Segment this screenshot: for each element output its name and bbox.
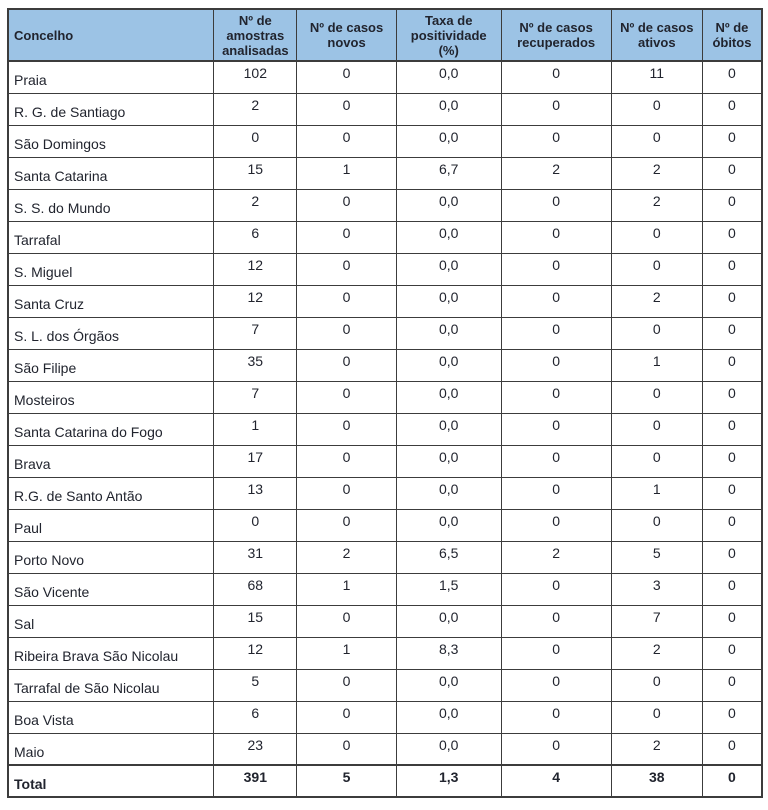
cell-value: 0 (297, 189, 397, 221)
cell-value: 0 (501, 253, 611, 285)
cell-value: 2 (297, 541, 397, 573)
cell-value: 0 (501, 381, 611, 413)
cell-value: 0,0 (396, 733, 501, 765)
cell-value: 2 (501, 157, 611, 189)
cell-value: 0,0 (396, 317, 501, 349)
cell-value: 0 (501, 669, 611, 701)
cell-value: 0 (702, 221, 762, 253)
cell-value: 0,0 (396, 189, 501, 221)
cell-value: 0 (501, 573, 611, 605)
cell-value: 0 (214, 509, 297, 541)
cell-value: 0 (297, 93, 397, 125)
table-row-s-miguel (8, 253, 762, 285)
cell-value: 7 (611, 605, 702, 637)
cell-value: 4 (501, 765, 611, 797)
cell-value: 1 (214, 413, 297, 445)
row-label: Paul (8, 509, 214, 541)
cell-value: 0 (702, 189, 762, 221)
cell-value: 0 (297, 669, 397, 701)
cell-value: 0 (702, 701, 762, 733)
cell-value: 0 (501, 285, 611, 317)
cell-value: 0 (297, 381, 397, 413)
cell-value: 0 (297, 253, 397, 285)
cell-value: 0 (702, 317, 762, 349)
cell-value: 0 (501, 509, 611, 541)
cell-value: 0,0 (396, 413, 501, 445)
cell-value: 0 (501, 61, 611, 93)
total-row (8, 765, 762, 797)
cell-value: 0,0 (396, 349, 501, 381)
cell-value: 31 (214, 541, 297, 573)
cell-value: 2 (611, 157, 702, 189)
row-label: São Filipe (8, 349, 214, 381)
row-label: Santa Cruz (8, 285, 214, 317)
covid-concelho-table (7, 8, 763, 798)
cell-value: 15 (214, 157, 297, 189)
cell-value: 0 (611, 125, 702, 157)
cell-value: 1,3 (396, 765, 501, 797)
table-row-maio (8, 733, 762, 765)
cell-value: 12 (214, 637, 297, 669)
cell-value: 35 (214, 349, 297, 381)
cell-value: 8,3 (396, 637, 501, 669)
table-row-mosteiros (8, 381, 762, 413)
column-header-n-de-obitos: Nº de óbitos (702, 9, 762, 61)
cell-value: 0 (501, 733, 611, 765)
cell-value: 0 (702, 381, 762, 413)
table-row-paul (8, 509, 762, 541)
cell-value: 0,0 (396, 701, 501, 733)
cell-value: 1,5 (396, 573, 501, 605)
cell-value: 0 (501, 637, 611, 669)
cell-value: 1 (297, 573, 397, 605)
cell-value: 0 (297, 509, 397, 541)
cell-value: 0 (702, 573, 762, 605)
cell-value: 17 (214, 445, 297, 477)
cell-value: 0,0 (396, 93, 501, 125)
table-row-tarrafal (8, 221, 762, 253)
table-row-s-s-do-mundo (8, 189, 762, 221)
header-row (8, 9, 762, 61)
cell-value: 0 (611, 381, 702, 413)
cell-value: 0 (501, 701, 611, 733)
cell-value: 0 (702, 669, 762, 701)
row-label: São Vicente (8, 573, 214, 605)
cell-value: 0 (501, 413, 611, 445)
table-row-s-l-dos-orgaos (8, 317, 762, 349)
cell-value: 0 (297, 61, 397, 93)
cell-value: 0 (501, 125, 611, 157)
cell-value: 0,0 (396, 381, 501, 413)
cell-value: 38 (611, 765, 702, 797)
column-header-n-de-casos-novos: Nº de casos novos (297, 9, 397, 61)
cell-value: 0 (611, 669, 702, 701)
column-header-n-de-amostras-analisadas: Nº de amostras analisadas (214, 9, 297, 61)
cell-value: 0 (702, 285, 762, 317)
cell-value: 0 (501, 477, 611, 509)
cell-value: 0 (611, 701, 702, 733)
cell-value: 7 (214, 317, 297, 349)
cell-value: 0 (214, 125, 297, 157)
cell-value: 0 (702, 605, 762, 637)
table-row-sao-domingos (8, 125, 762, 157)
cell-value: 0,0 (396, 253, 501, 285)
cell-value: 0 (501, 605, 611, 637)
cell-value: 6 (214, 701, 297, 733)
cell-value: 11 (611, 61, 702, 93)
cell-value: 0 (297, 221, 397, 253)
cell-value: 0 (297, 285, 397, 317)
cell-value: 2 (611, 733, 702, 765)
table-row-boa-vista (8, 701, 762, 733)
column-header-n-de-casos-ativos: Nº de casos ativos (611, 9, 702, 61)
cell-value: 3 (611, 573, 702, 605)
cell-value: 0,0 (396, 605, 501, 637)
total-label: Total (8, 765, 214, 797)
cell-value: 0 (702, 477, 762, 509)
row-label: S. S. do Mundo (8, 189, 214, 221)
row-label: Sal (8, 605, 214, 637)
row-label: Ribeira Brava São Nicolau (8, 637, 214, 669)
cell-value: 2 (501, 541, 611, 573)
row-label: S. L. dos Órgãos (8, 317, 214, 349)
table-row-praia (8, 61, 762, 93)
cell-value: 0 (611, 317, 702, 349)
cell-value: 0 (702, 541, 762, 573)
cell-value: 0 (297, 125, 397, 157)
cell-value: 0,0 (396, 221, 501, 253)
column-header-n-de-casos-recuperados: Nº de casos recuperados (501, 9, 611, 61)
cell-value: 0,0 (396, 669, 501, 701)
cell-value: 0 (702, 125, 762, 157)
table-row-tarrafal-de-sao-nicolau (8, 669, 762, 701)
cell-value: 0 (611, 445, 702, 477)
cell-value: 0 (702, 765, 762, 797)
table-row-r-g-de-santo-antao (8, 477, 762, 509)
cell-value: 0 (611, 509, 702, 541)
cell-value: 0 (611, 253, 702, 285)
table-row-porto-novo (8, 541, 762, 573)
cell-value: 0 (501, 221, 611, 253)
cell-value: 0 (611, 221, 702, 253)
cell-value: 0 (501, 93, 611, 125)
cell-value: 1 (611, 477, 702, 509)
cell-value: 12 (214, 285, 297, 317)
cell-value: 0 (611, 93, 702, 125)
row-label: Mosteiros (8, 381, 214, 413)
cell-value: 2 (611, 285, 702, 317)
cell-value: 2 (611, 637, 702, 669)
cell-value: 0 (702, 157, 762, 189)
cell-value: 0 (501, 445, 611, 477)
row-label: Santa Catarina do Fogo (8, 413, 214, 445)
table-row-sao-vicente (8, 573, 762, 605)
table-row-brava (8, 445, 762, 477)
cell-value: 391 (214, 765, 297, 797)
column-header-concelho: Concelho (8, 9, 214, 61)
row-label: Maio (8, 733, 214, 765)
cell-value: 0 (297, 349, 397, 381)
cell-value: 0,0 (396, 445, 501, 477)
cell-value: 1 (297, 157, 397, 189)
cell-value: 0 (702, 413, 762, 445)
cell-value: 2 (214, 93, 297, 125)
table-row-r-g-de-santiago (8, 93, 762, 125)
cell-value: 0 (501, 349, 611, 381)
cell-value: 0 (611, 413, 702, 445)
cell-value: 0 (297, 445, 397, 477)
cell-value: 1 (297, 637, 397, 669)
cell-value: 0,0 (396, 477, 501, 509)
cell-value: 0 (297, 317, 397, 349)
cell-value: 0 (702, 349, 762, 381)
row-label: S. Miguel (8, 253, 214, 285)
cell-value: 13 (214, 477, 297, 509)
cell-value: 0 (702, 93, 762, 125)
cell-value: 68 (214, 573, 297, 605)
row-label: Porto Novo (8, 541, 214, 573)
cell-value: 5 (214, 669, 297, 701)
cell-value: 0 (297, 733, 397, 765)
row-label: São Domingos (8, 125, 214, 157)
cell-value: 0 (702, 733, 762, 765)
table-row-santa-cruz (8, 285, 762, 317)
cell-value: 0 (297, 605, 397, 637)
cell-value: 102 (214, 61, 297, 93)
table-row-santa-catarina-do-fogo (8, 413, 762, 445)
cell-value: 0,0 (396, 285, 501, 317)
cell-value: 5 (297, 765, 397, 797)
cell-value: 2 (611, 189, 702, 221)
cell-value: 0,0 (396, 509, 501, 541)
row-label: R.G. de Santo Antão (8, 477, 214, 509)
cell-value: 15 (214, 605, 297, 637)
cell-value: 7 (214, 381, 297, 413)
cell-value: 0 (702, 253, 762, 285)
cell-value: 6,5 (396, 541, 501, 573)
cell-value: 0 (501, 189, 611, 221)
cell-value: 0 (702, 61, 762, 93)
table-row-sal (8, 605, 762, 637)
row-label: Santa Catarina (8, 157, 214, 189)
cell-value: 1 (611, 349, 702, 381)
cell-value: 0,0 (396, 125, 501, 157)
cell-value: 5 (611, 541, 702, 573)
table-row-ribeira-brava-sao-nicolau (8, 637, 762, 669)
cell-value: 12 (214, 253, 297, 285)
cell-value: 0 (702, 445, 762, 477)
table-row-sao-filipe (8, 349, 762, 381)
row-label: Praia (8, 61, 214, 93)
table-row-santa-catarina (8, 157, 762, 189)
column-header-taxa-de-positividade: Taxa de positividade (%) (396, 9, 501, 61)
cell-value: 2 (214, 189, 297, 221)
table-body (8, 61, 762, 797)
cell-value: 23 (214, 733, 297, 765)
cell-value: 0 (297, 413, 397, 445)
cell-value: 6,7 (396, 157, 501, 189)
row-label: Tarrafal de São Nicolau (8, 669, 214, 701)
row-label: R. G. de Santiago (8, 93, 214, 125)
cell-value: 0 (297, 477, 397, 509)
cell-value: 0 (501, 317, 611, 349)
cell-value: 0,0 (396, 61, 501, 93)
row-label: Brava (8, 445, 214, 477)
row-label: Tarrafal (8, 221, 214, 253)
cell-value: 0 (702, 637, 762, 669)
cell-value: 0 (297, 701, 397, 733)
cell-value: 0 (702, 509, 762, 541)
row-label: Boa Vista (8, 701, 214, 733)
cell-value: 6 (214, 221, 297, 253)
